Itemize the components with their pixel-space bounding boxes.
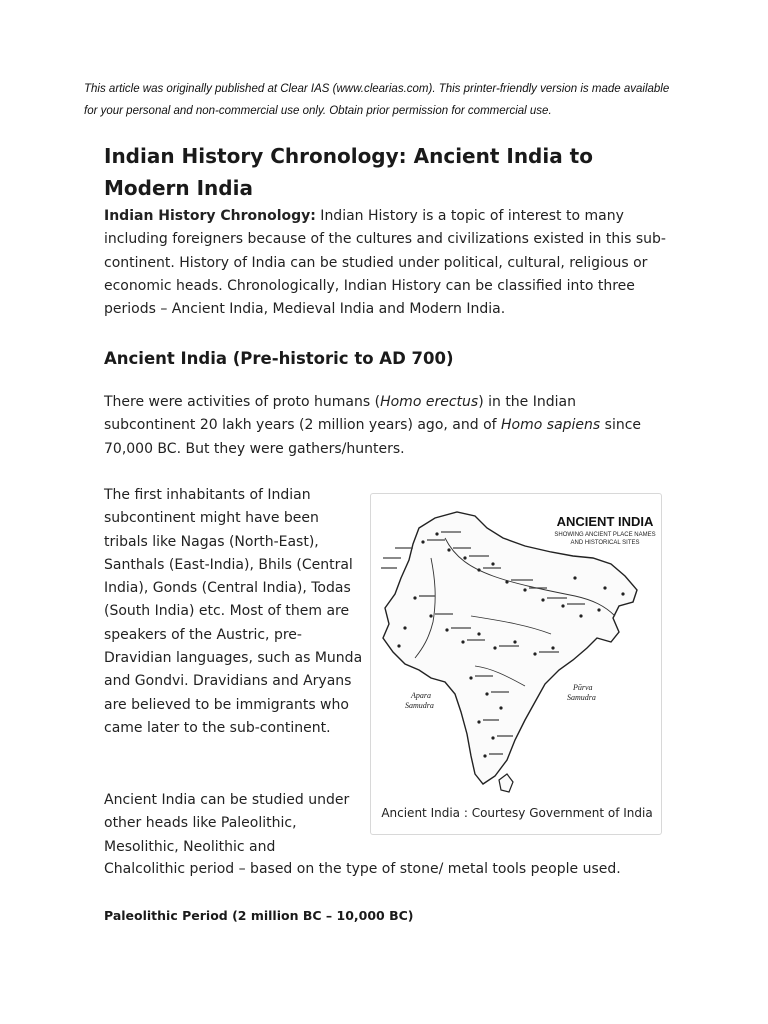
page-title: Indian History Chronology: Ancient India to Modern India xyxy=(104,144,593,200)
homo-erectus-term: Homo erectus xyxy=(380,394,479,410)
first-inhabitants-paragraph: The first inhabitants of Indian subcontinent might have been tribals like Nagas (North-East), Santhals (East-India), Bhils (Central India), Gonds (Central India), Todas (South India) etc. Most of them are speakers of the Austric, pre-Dravidian languages, such as Munda and Gondvi. Dravidians and Aryans are believed to be immigrants who came later to the sub-continent. xyxy=(104,487,363,736)
map-outline xyxy=(383,512,640,784)
map-island xyxy=(499,774,513,792)
map-subtitle-1: SHOWING ANCIENT PLACE NAMES xyxy=(554,532,656,538)
sea-west-name-1: Apara xyxy=(411,691,431,700)
sea-east-name-2: Samudra xyxy=(567,693,596,702)
para1-text-3: since 70,000 BC. But they were gathers/hunters. xyxy=(104,417,642,457)
ancient-india-map xyxy=(375,498,659,798)
intro-lead: Indian History Chronology: xyxy=(104,208,316,224)
paleolithic-heading: Paleolithic Period (2 million BC – 10,000 BC) xyxy=(104,908,414,923)
para1-text-2: ) in the Indian subcontinent 20 lakh years (2 million years) ago, and of xyxy=(104,394,576,434)
ancient-india-map-figure xyxy=(370,493,662,835)
sea-west-name-2: Samudra xyxy=(405,701,434,710)
intro-paragraph xyxy=(104,205,674,321)
homo-sapiens-term: Homo sapiens xyxy=(501,417,601,434)
sea-east-name-1: Pūrva xyxy=(573,683,593,692)
para1-text-1: There were activities of proto humans ( xyxy=(104,394,381,410)
figure-caption: Ancient India : Courtesy Government of India xyxy=(381,806,653,820)
intro-text: Indian History is a topic of interest to many including foreigners because of the cultures and civilizations existed in this sub-continent. History of India can be studied under political, cultural, religious or economic heads. Chronologically, Indian History can be classified into three periods – Ancient India, Medieval India and Modern India. xyxy=(104,208,666,318)
publication-notice: This article was originally published at Clear IAS (www.clearias.com). This printer-friendly version is made available for your personal and non-commercial use only. Obtain prior permission for commercial use. xyxy=(84,83,670,117)
map-title: ANCIENT INDIA xyxy=(556,514,654,529)
proto-humans-paragraph xyxy=(104,391,664,461)
ancient-periods-paragraph-end: Chalcolithic period – based on the type of stone/ metal tools people used. xyxy=(104,861,621,877)
map-subtitle-2: AND HISTORICAL SITES xyxy=(570,540,640,546)
section-heading-ancient-india: Ancient India (Pre-historic to AD 700) xyxy=(104,349,454,368)
ancient-periods-paragraph-start: Ancient India can be studied under other heads like Paleolithic, Mesolithic, Neolithic and xyxy=(104,792,350,855)
